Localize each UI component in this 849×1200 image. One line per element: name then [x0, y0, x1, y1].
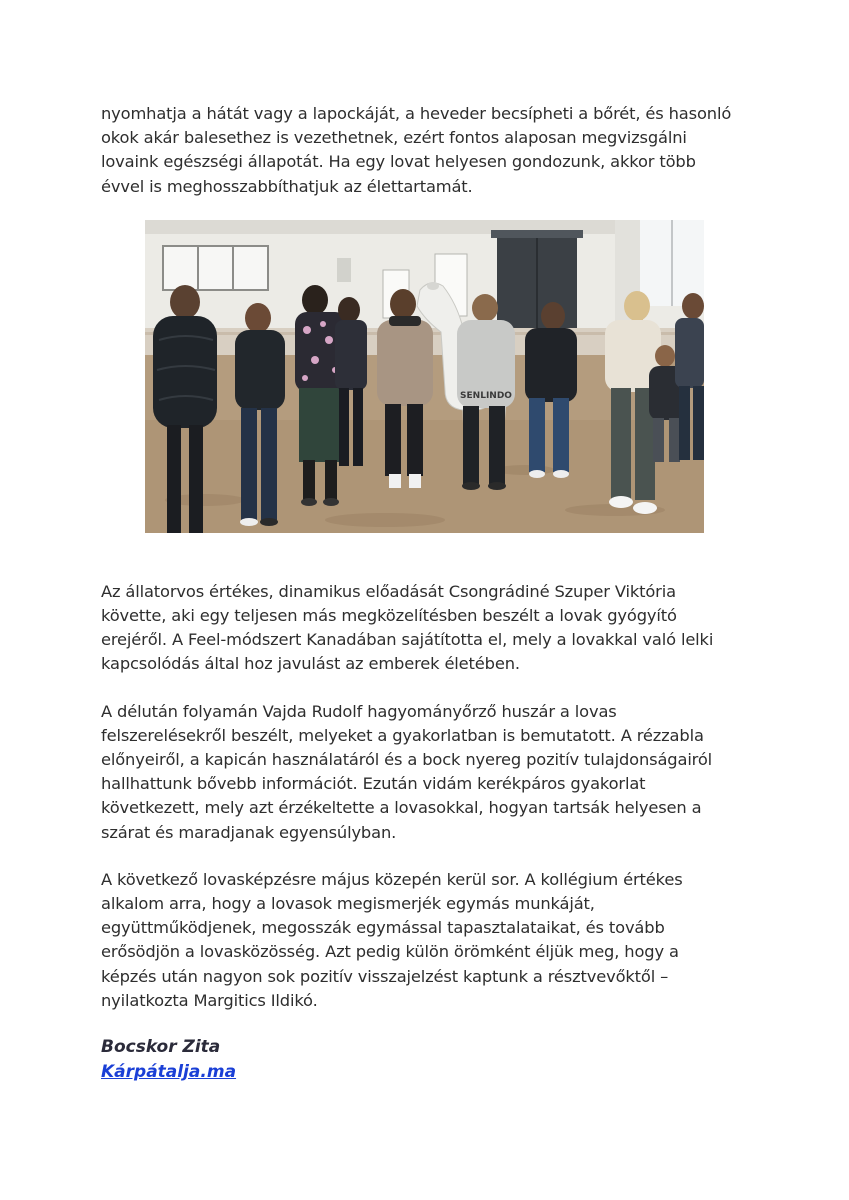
text-line: évvel is meghosszabbíthatjuk az élettartamát. — [101, 176, 473, 196]
text-line: következett, mely azt érzékeltette a lovasokkal, hogyan tartsák helyesen a — [101, 798, 702, 818]
photo-illustration — [145, 220, 704, 533]
source-link[interactable]: Kárpátalja.ma — [101, 1061, 237, 1082]
text-line: követte, aki egy teljesen más megközelítésben beszélt a lovak gyógyító — [101, 606, 677, 626]
text-line: A következő lovasképzésre május közepén kerül sor. A kollégium értékes — [101, 869, 683, 889]
text-line: képzés után nagyon sok pozitív visszajelzést kaptunk a résztvevőktől – — [101, 966, 669, 986]
photo-riding-hall-group — [145, 220, 704, 533]
text-line: erejéről. A Feel-módszert Kanadában sajátította el, mely a lovakkal való lelki — [101, 630, 714, 650]
paragraph-horse-health — [101, 102, 741, 199]
text-line: előnyeiről, a kapicán használatáról és a bock nyereg pozitív tulajdonságairól — [101, 750, 713, 770]
text-line: erősödjön a lovasközösség. Azt pedig külön örömként éljük meg, hogy a — [101, 942, 679, 962]
author-name: Bocskor Zita — [101, 1037, 221, 1058]
text-line: A délután folyamán Vajda Rudolf hagyományőrző huszár a lovas — [101, 701, 617, 721]
paragraph-feel-method — [101, 580, 741, 677]
text-line: nyomhatja a hátát vagy a lapockáját, a heveder becsípheti a bőrét, és hasonló — [101, 104, 732, 123]
text-line: alkalom arra, hogy a lovasok megismerjék egymás munkáját, — [101, 894, 595, 914]
jacket-print-text: SENLINDO — [460, 390, 512, 401]
spacer — [101, 533, 741, 580]
text-line: kapcsolódás által hoz javulást az emberek életében. — [101, 654, 520, 674]
text-line: hallhattunk bővebb információt. Ezután vidám kerékpáros gyakorlat — [101, 774, 646, 794]
text-line: szárat és maradjanak egyensúlyban. — [101, 822, 397, 842]
text-line: nyilatkozta Margitics Ildikó. — [101, 990, 318, 1010]
text-line: lovaink egészségi állapotát. Ha egy lovat helyesen gondozunk, akkor több — [101, 152, 696, 172]
paragraph-next-training — [101, 868, 741, 1013]
text-line: okok akár balesethez is vezethetnek, ezért fontos alaposan megvizsgálni — [101, 128, 687, 148]
paragraph-equipment — [101, 700, 741, 845]
text-line: együttműködjenek, megosszák egymással tapasztalataikat, és tovább — [101, 918, 665, 938]
text-line: felszerelésekről beszélt, melyeket a gyakorlatban is bemutatott. A rézzabla — [101, 725, 704, 745]
document-page — [101, 102, 741, 1084]
text-line: Az állatorvos értékes, dinamikus előadását Csongrádiné Szuper Viktória — [101, 581, 676, 601]
